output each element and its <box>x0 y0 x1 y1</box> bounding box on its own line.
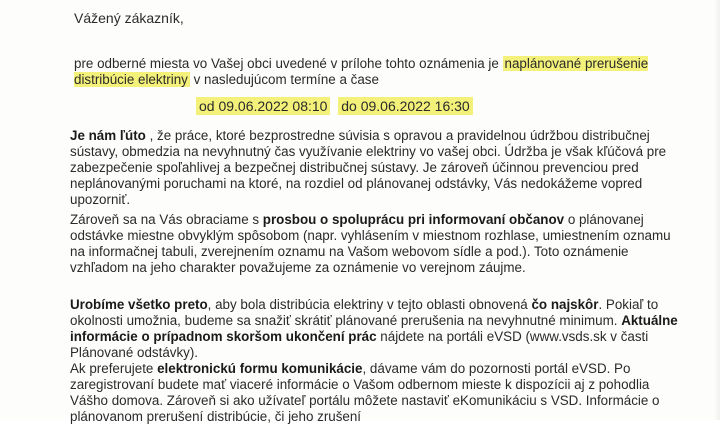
paragraph-restoration <box>70 297 682 361</box>
schedule-from <box>196 97 330 115</box>
page-edge-shadow <box>714 0 720 420</box>
schedule-to-datetime: 09.06.2022 16:30 <box>360 98 470 114</box>
paragraph-restoration-text1: , aby bola distribúcia elektriny v tejto oblasti obnovená <box>207 297 532 312</box>
schedule-to-label: do <box>341 98 357 114</box>
paragraph-cooperation <box>70 212 682 276</box>
paragraph-regret <box>70 128 682 208</box>
intro-text-before: pre odberné miesta vo Vašej obci uvedené v prílohe tohto oznámenia je <box>74 56 503 71</box>
paragraph-restoration-text3: nájdete na portáli eVSD (www.vsds.sk v časti Plánované odstávky). <box>70 329 649 360</box>
paragraph-electronic-before: Ak preferujete <box>70 361 158 376</box>
paragraph-cooperation-bold: prosbou o spoluprácu pri informovaní občanov <box>262 212 565 227</box>
paragraph-regret-text: , že práce, ktoré bezprostredne súvisia s opravou a pravidelnou údržbou distribučnej sústavy, obmedzia na nevyhnutný čas využívanie elektriny vo vašej obci. Údržba je však kľúčová pre zabezpečenie spoľahlivej a bezpečnej distribučnej sústavy. Je zároveň účinnou prevenciou pred neplánovanými poruchami na ktoré, na rozdiel od plánovanej odstávky, Vás nedokážeme vopred upozorniť. <box>70 128 667 207</box>
schedule-line <box>196 98 473 114</box>
paragraph-restoration-text2: . Pokiaľ to okolnosti umožnia, budeme sa snažiť skrátiť plánované prerušenia na nevyhnutné minimum. <box>70 297 659 328</box>
schedule-to <box>338 97 472 115</box>
paragraph-cooperation-after: o plánovanej odstávke miestne obvyklým spôsobom (napr. vyhlásením v miestnom rozhlase, umiestnením oznamu na informačnej tabuli, zverejnením oznamu na Vašom webovom sídle a pod.). Toto oznámenie vzhľadom na jeho charakter považujeme za oznámenie vo verejnom záujme. <box>70 212 671 275</box>
paragraph-restoration-bold2: čo najskôr <box>531 297 599 312</box>
paragraph-electronic <box>70 361 682 425</box>
intro-paragraph <box>74 56 674 88</box>
intro-highlight: naplánované prerušenie distribúcie elektriny <box>74 56 649 87</box>
paragraph-regret-bold: Je nám ľúto <box>70 128 146 143</box>
paragraph-restoration-bold3: Aktuálne informácie o prípadnom skoršom ukončení prác <box>70 313 678 344</box>
paragraph-electronic-after: , dávame vám do pozornosti portál eVSD. Po zaregistrovaní budete mať viaceré informácie o Vašom odbernom mieste k dispozícii aj z pohodlia Vášho domova. Zároveň si ako užívateľ portálu môžete nastaviť eKomunikáciu s VSD. Informácie o plánovanom prerušení distribúcie, či jeho zrušení <box>70 361 660 424</box>
paragraph-cooperation-before: Zároveň sa na Vás obraciame s <box>70 212 263 227</box>
intro-text-after: v nasledujúcom termíne a čase <box>189 72 379 87</box>
salutation: Vážený zákazník, <box>74 10 184 26</box>
paragraph-electronic-bold: elektronickú formu komunikácie <box>157 361 363 376</box>
schedule-from-datetime: 09.06.2022 08:10 <box>218 98 328 114</box>
schedule-from-label: od <box>199 98 215 114</box>
paragraph-restoration-bold1: Urobíme všetko preto <box>70 297 208 312</box>
